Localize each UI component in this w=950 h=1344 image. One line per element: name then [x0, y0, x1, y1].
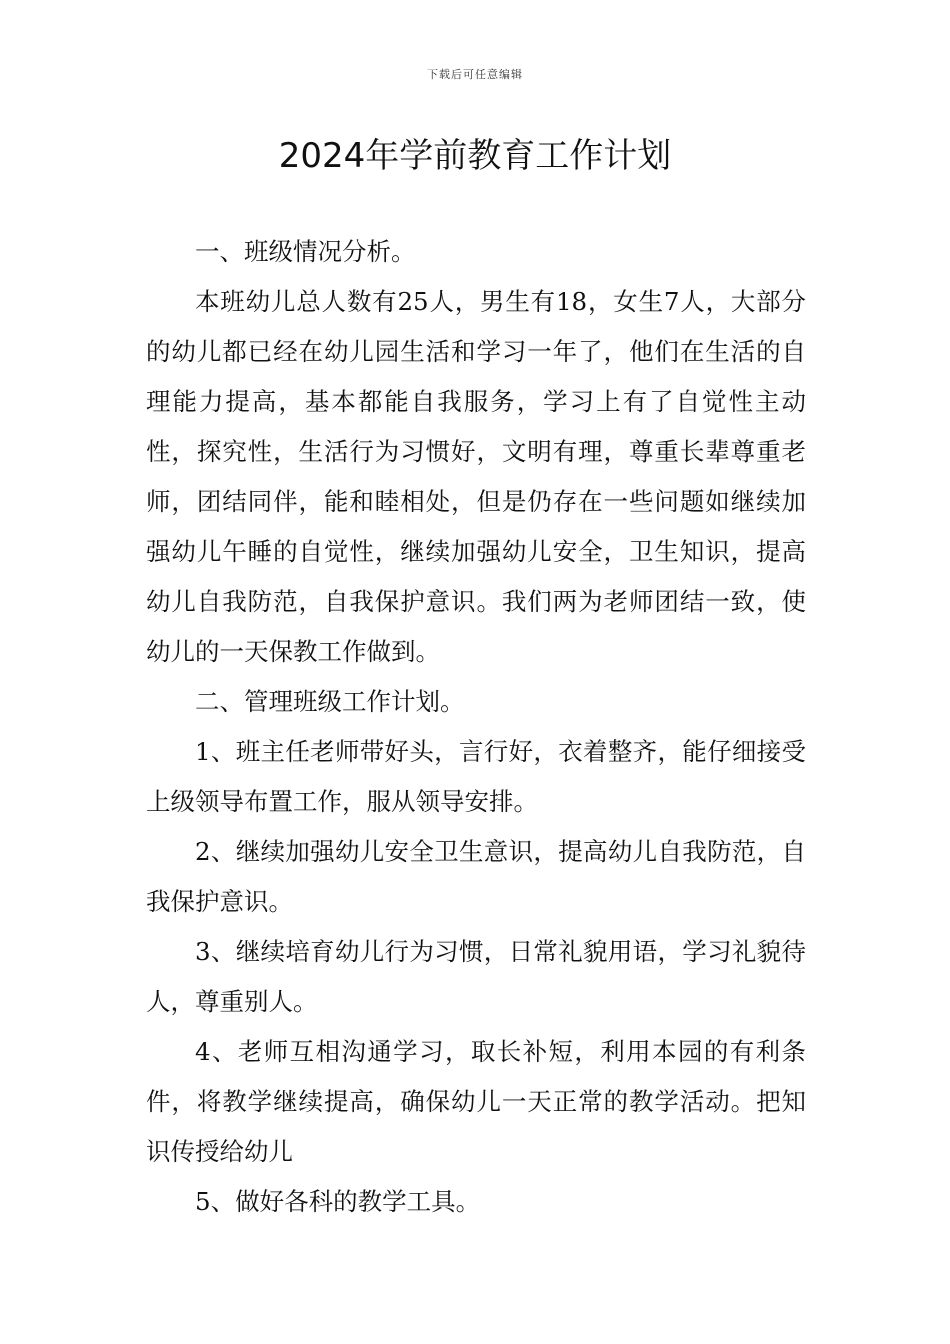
- plan-item-2: 2、继续加强幼儿安全卫生意识，提高幼儿自我防范，自我保护意识。: [146, 837, 806, 916]
- document-body: [146, 227, 806, 1227]
- plan-item-1: 1、班主任老师带好头，言行好，衣着整齐，能仔细接受上级领导布置工作，服从领导安排。: [146, 737, 806, 816]
- plan-item-4: 4、老师互相沟通学习，取长补短，利用本园的有利条件，将教学继续提高，确保幼儿一天正常的教学活动。把知识传授给幼儿: [146, 1037, 806, 1166]
- paragraph-class-analysis: 本班幼儿总人数有25人，男生有18，女生7人，大部分的幼儿都已经在幼儿园生活和学习一年了，他们在生活的自理能力提高，基本都能自我服务，学习上有了自觉性主动性，探究性，生活行为习惯好，文明有理，尊重长辈尊重老师，团结同伴，能和睦相处，但是仍存在一些问题如继续加强幼儿午睡的自觉性，继续加强幼儿安全，卫生知识，提高幼儿自我防范，自我保护意识。我们两为老师团结一致，使幼儿的一天保教工作做到。: [146, 287, 806, 666]
- section-heading-management-plan: 二、管理班级工作计划。: [195, 687, 465, 716]
- plan-item-5: 5、做好各科的教学工具。: [195, 1187, 481, 1216]
- header-note: 下载后可任意编辑: [427, 68, 523, 81]
- plan-item-3: 3、继续培育幼儿行为习惯，日常礼貌用语，学习礼貌待人，尊重别人。: [146, 937, 806, 1016]
- document-title: 2024年学前教育工作计划: [278, 136, 672, 176]
- section-heading-class-analysis: 一、班级情况分析。: [195, 237, 416, 266]
